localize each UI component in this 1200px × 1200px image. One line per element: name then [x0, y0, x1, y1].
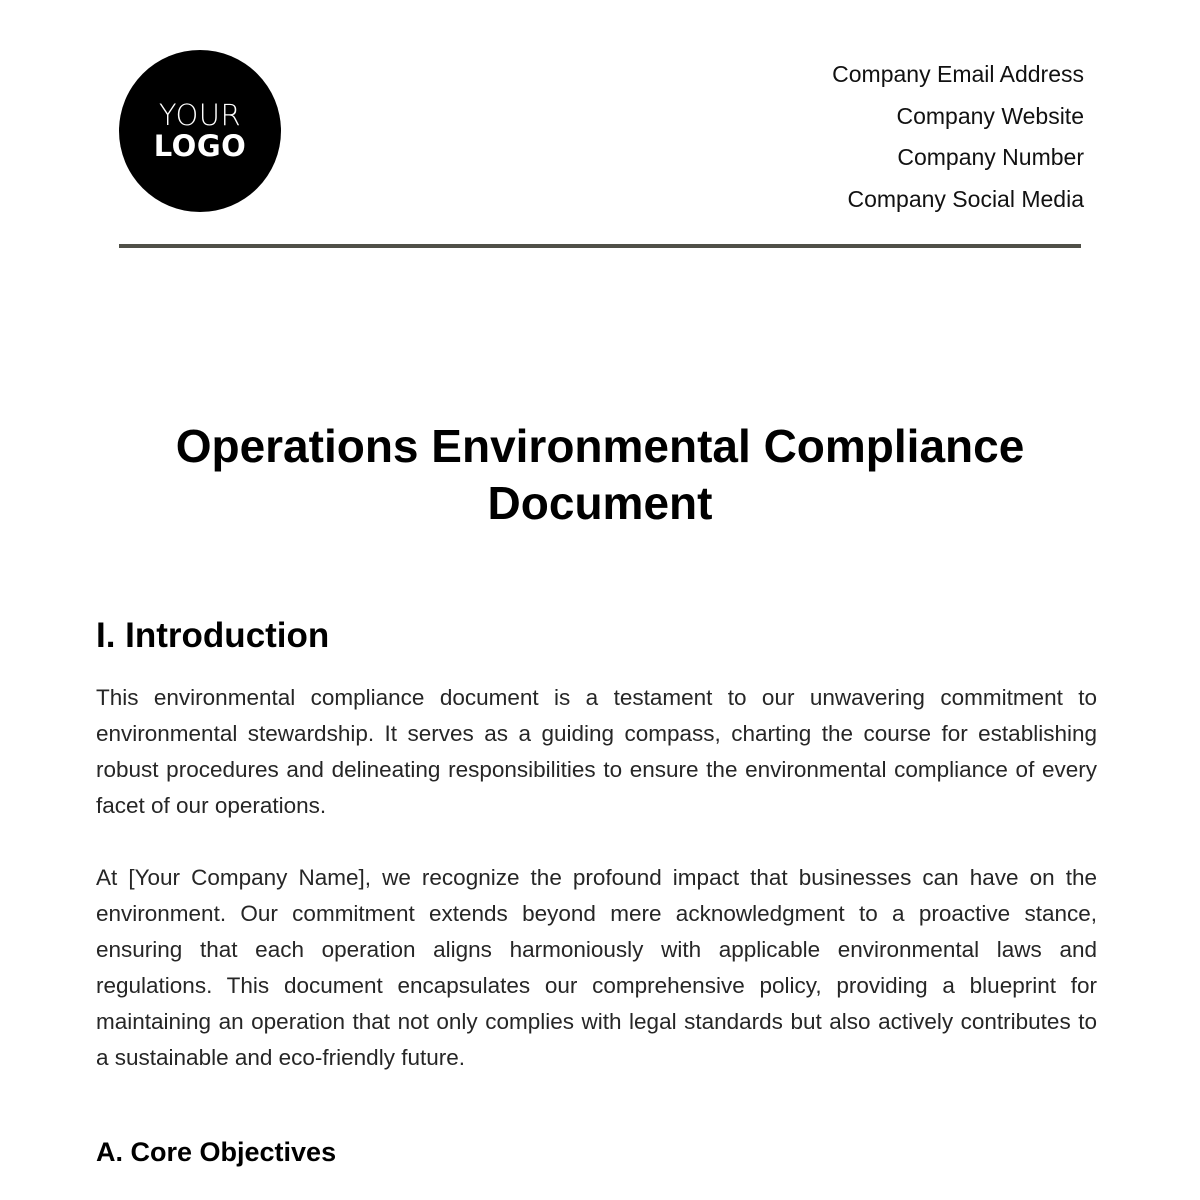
- logo-text-line2: LOGO: [153, 129, 247, 163]
- company-logo: [119, 50, 281, 212]
- document-title: Operations Environmental Compliance Document: [175, 420, 1025, 529]
- company-number: Company Number: [897, 144, 1084, 170]
- logo-text-line1: YOUR: [158, 98, 242, 132]
- company-contact-block: [832, 54, 1084, 220]
- company-social-media: Company Social Media: [847, 185, 1084, 212]
- section-heading-introduction: I. Introduction: [96, 616, 330, 655]
- subsection-heading-core-objectives: A. Core Objectives: [96, 1137, 337, 1167]
- company-email: Company Email Address: [832, 61, 1084, 87]
- introduction-paragraph-2: At [Your Company Name], we recognize the profound impact that businesses can have on the environment. Our commitment extends beyond mere acknowledgment to a proactive stance, ensuring that each operation aligns harmoniously with applicable environmental laws and regulations. This document encapsulates our comprehensive policy, providing a blueprint for maintaining an operation that not only complies with legal standards but also actively contributes to a sustainable and eco-friendly future.: [96, 865, 1097, 1070]
- introduction-paragraph-1: This environmental compliance document is a testament to our unwavering commitment to environmental stewardship. It serves as a guiding compass, charting the course for establishing robust procedures and delineating responsibilities to ensure the environmental compliance of every facet of our operations.: [96, 685, 1097, 818]
- header-divider: [119, 244, 1081, 248]
- company-website: Company Website: [896, 102, 1084, 129]
